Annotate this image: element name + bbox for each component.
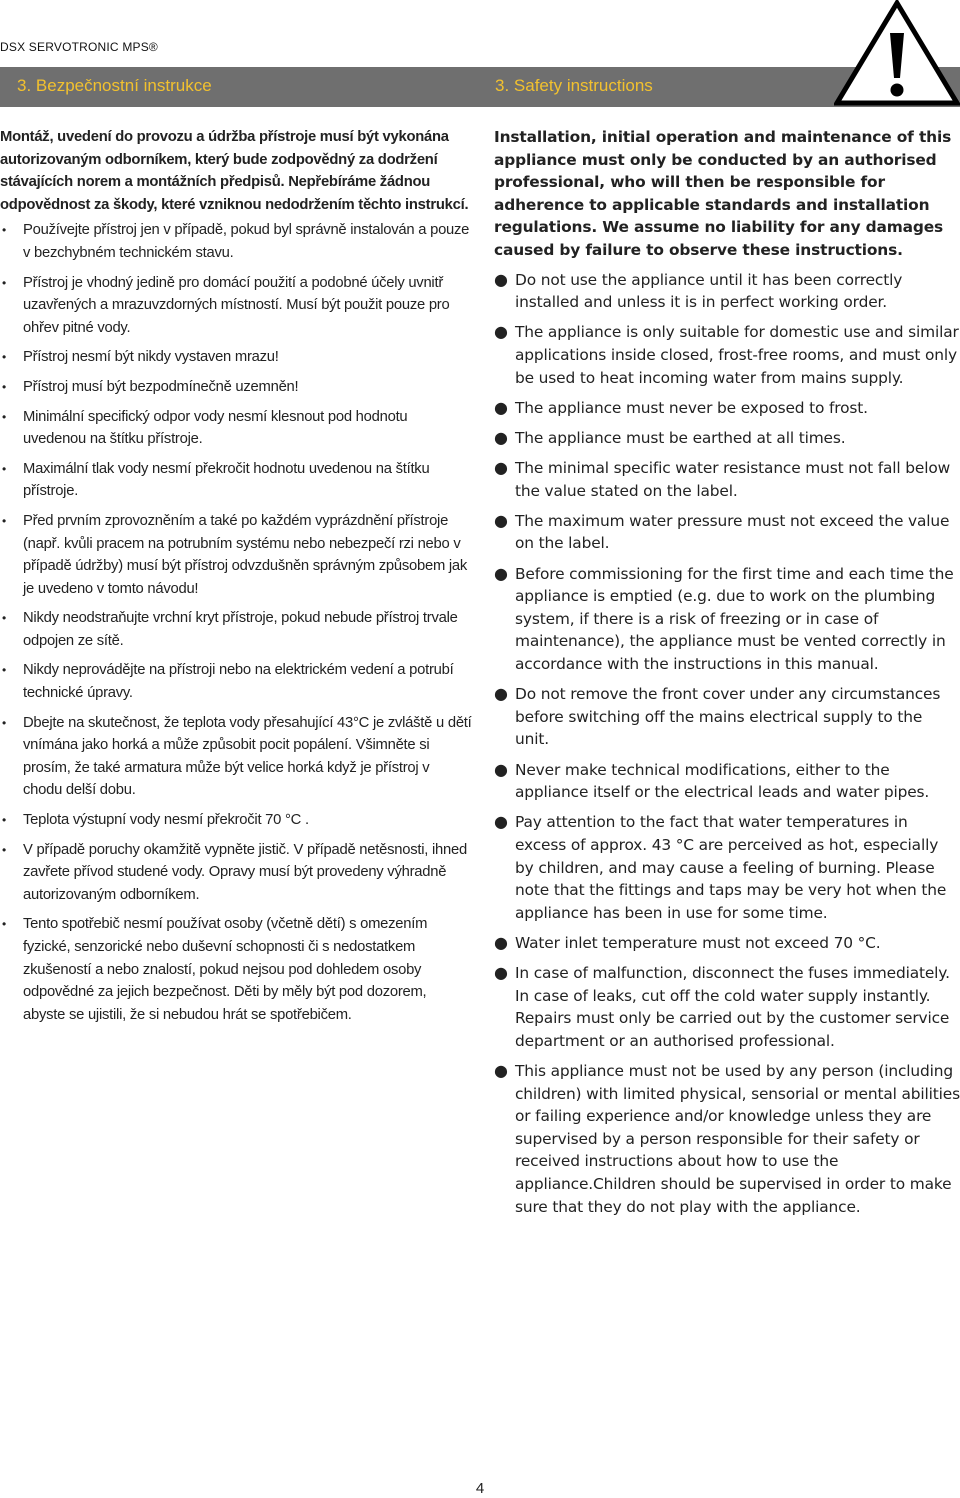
bullet-icon: ● [494, 932, 508, 952]
list-item-text: The appliance is only suitable for domestic use and similar applications inside closed, frost-free rooms, and must only be used to heat incoming water from mains supply. [515, 323, 959, 387]
list-item-text: Pay attention to the fact that water temperatures in excess of approx. 43 °C are perceived as hot, especially by children, and may cause a feeling of burning. Please note that the fittings and taps may be very hot when the appliance has been in use for some time. [515, 813, 947, 922]
list-item [0, 510, 472, 600]
list-item [0, 219, 472, 264]
list-item [0, 712, 472, 802]
bullet-icon: • [2, 275, 6, 290]
list-item-text: Před prvním zprovozněním a také po každém vyprázdnění přístroje (např. kvůli pracem na potrubním systému nebo nebezpečí rzi nebo v případě údržby) musí být přístroj odvzdušněn správným způsobem jak je uvedeno v tomto návodu! [23, 512, 468, 597]
list-item [0, 376, 472, 399]
bullet-icon: • [2, 663, 6, 678]
bullet-icon: • [2, 461, 6, 476]
list-item [494, 962, 960, 1052]
list-item [494, 269, 960, 314]
list-item [494, 759, 960, 804]
bullet-icon: • [2, 409, 6, 424]
bullet-icon: ● [494, 427, 508, 447]
list-item-text: Dbejte na skutečnost, že teplota vody přesahující 43°C je zvláště u dětí vnímána jako horká a může způsobit pocit popálení. Všimněte si prosím, že také armatura může být velice horká když je přístroj v chodu delší dobu. [23, 714, 472, 799]
list-item [0, 839, 472, 907]
list-item-text: Do not use the appliance until it has been correctly installed and unless it is in perfect working order. [515, 270, 903, 312]
bullet-icon: ● [494, 269, 508, 289]
list-item [0, 458, 472, 503]
list-item [494, 563, 960, 676]
list-item-text: The appliance must never be exposed to frost. [515, 398, 868, 417]
list-item [494, 457, 960, 502]
bullet-icon: • [2, 513, 6, 528]
bullet-icon: ● [494, 397, 508, 417]
bullet-icon: ● [494, 563, 508, 583]
bullet-icon: • [2, 917, 6, 932]
list-item-text: Tento spotřebič nesmí používat osoby (včetně dětí) s omezením fyzické, senzorické nebo duševní schopnosti či s nedostatkem zkušeností a nebo znalostí, pokud nejsou pod dohledem osoby odpovědné za jejich bezpečnost. Děti by měly být pod dozorem, abyste se ujistili, že si nebudou hrát se spotřebičem. [23, 916, 428, 1023]
list-item [494, 397, 960, 420]
list-item-text: The appliance must be earthed at all times. [515, 428, 846, 447]
list-item [0, 913, 472, 1026]
bullet-icon: • [2, 842, 6, 857]
list-item [494, 932, 960, 955]
bullet-icon: ● [494, 684, 508, 704]
list-item [0, 346, 472, 369]
warning-triangle-icon [834, 0, 960, 106]
english-column [494, 126, 960, 1226]
list-item-text: Do not remove the front cover under any circumstances before switching off the mains electrical supply to the unit. [515, 685, 941, 749]
list-item-text: In case of malfunction, disconnect the fuses immediately. In case of leaks, cut off the cold water supply instantly. Repairs must only be carried out by the customer service department or an authorised professional. [515, 964, 950, 1050]
list-item-text: The minimal specific water resistance must not fall below the value stated on the label. [515, 459, 951, 500]
list-item-text: Přístroj nesmí být nikdy vystaven mrazu! [23, 349, 279, 366]
bullet-icon: • [2, 611, 6, 626]
bullet-icon: • [2, 715, 6, 730]
list-item [0, 406, 472, 451]
czech-column [0, 126, 472, 1033]
czech-intro: Montáž, uvedení do provozu a údržba přístroje musí být vykonána autorizovaným odborníkem, který bude zodpovědný za dodržení stávajících norem a montážních předpisů. Nepřebíráme žádnou odpovědnost za škody, které vzniknou nedodržením těchto instrukcí. [0, 129, 469, 213]
list-item-text: V případě poruchy okamžitě vypněte jistič. V případě netěsnosti, ihned zavřete přívod studené vody. Opravy musí být provedeny výhradně autorizovaným odborníkem. [23, 841, 467, 903]
list-item [494, 427, 960, 450]
english-instruction-list [494, 269, 960, 1219]
list-item-text: Používejte přístroj jen v případě, pokud byl správně instalován a pouze v bezchybném technickém stavu. [23, 222, 470, 261]
list-item-text: Minimální specifický odpor vody nesmí klesnout pod hodnotu uvedenou na štítku přístroje. [23, 408, 408, 448]
list-item-text: Nikdy neprovádějte na přístroji nebo na elektrickém vedení a potrubí technické úpravy. [23, 662, 454, 702]
list-item-text: Nikdy neodstraňujte vrchní kryt přístroje, pokud nebude přístroj trvale odpojen ze sítě. [23, 610, 458, 649]
bullet-icon: • [2, 350, 6, 365]
section-title-en: 3. Safety instructions [495, 76, 653, 95]
bullet-icon: ● [494, 812, 508, 832]
list-item-text: This appliance must not be used by any person (including children) with limited physical, sensorial or mental abilities or failing experience and/or knowledge unless they are supervised by a person responsible for their safety or received instructions about how to use the appliance.Children should be supervised in order to make sure that they do not play with the appliance. [515, 1062, 960, 1216]
list-item-text: Maximální tlak vody nesmí překročit hodnotu uvedenou na štítku přístroje. [23, 460, 430, 500]
list-item-text: Přístroj je vhodný jedině pro domácí použití a podobné účely uvnitř uzavřených a mrazuvzdorných místností. Musí být použit pouze pro ohřev pitné vody. [23, 274, 450, 336]
list-item [494, 683, 960, 751]
list-item [0, 809, 472, 832]
bullet-icon: ● [494, 322, 508, 342]
list-item [494, 811, 960, 924]
list-item-text: Before commissioning for the first time and each time the appliance is emptied (e.g. due to work on the plumbing system, if there is a risk of freezing or in case of maintenance), the appliance must be vented correctly in accordance with the instructions in this manual. [515, 564, 954, 674]
czech-instruction-list [0, 219, 472, 1026]
list-item-text: Water inlet temperature must not exceed 70 °C. [515, 933, 881, 952]
english-intro: Installation, initial operation and maintenance of this appliance must only be conducted by an authorised professional, who will then be responsible for adherence to applicable standards and installation regulations. We assume no liability for any damages caused by failure to observe these instructions. [494, 128, 952, 259]
list-item [494, 1060, 960, 1218]
list-item [0, 607, 472, 652]
list-item-text: Přístroj musí být bezpodmínečně uzemněn! [23, 378, 299, 395]
section-title-cs: 3. Bezpečnostní instrukce [17, 76, 212, 95]
bullet-icon: ● [494, 759, 508, 779]
bullet-icon: ● [494, 458, 508, 478]
bullet-icon: ● [494, 1061, 508, 1081]
bullet-icon: ● [494, 963, 508, 983]
list-item-text: Teplota výstupní vody nesmí překročit 70 °C . [23, 812, 309, 829]
bullet-icon: • [2, 223, 6, 238]
bullet-icon: • [2, 379, 6, 394]
bullet-icon: ● [494, 510, 508, 530]
list-item-text: The maximum water pressure must not exceed the value on the label. [515, 511, 950, 553]
list-item [0, 272, 472, 340]
list-item [494, 321, 960, 389]
list-item [494, 510, 960, 555]
bullet-icon: • [2, 813, 6, 828]
section-header-band [0, 67, 960, 107]
page-number: 4 [475, 1480, 485, 1497]
list-item [0, 659, 472, 704]
list-item-text: Never make technical modifications, either to the appliance itself or the electrical leads and water pipes. [515, 760, 930, 802]
brand-label: DSX SERVOTRONIC MPS® [0, 40, 158, 54]
